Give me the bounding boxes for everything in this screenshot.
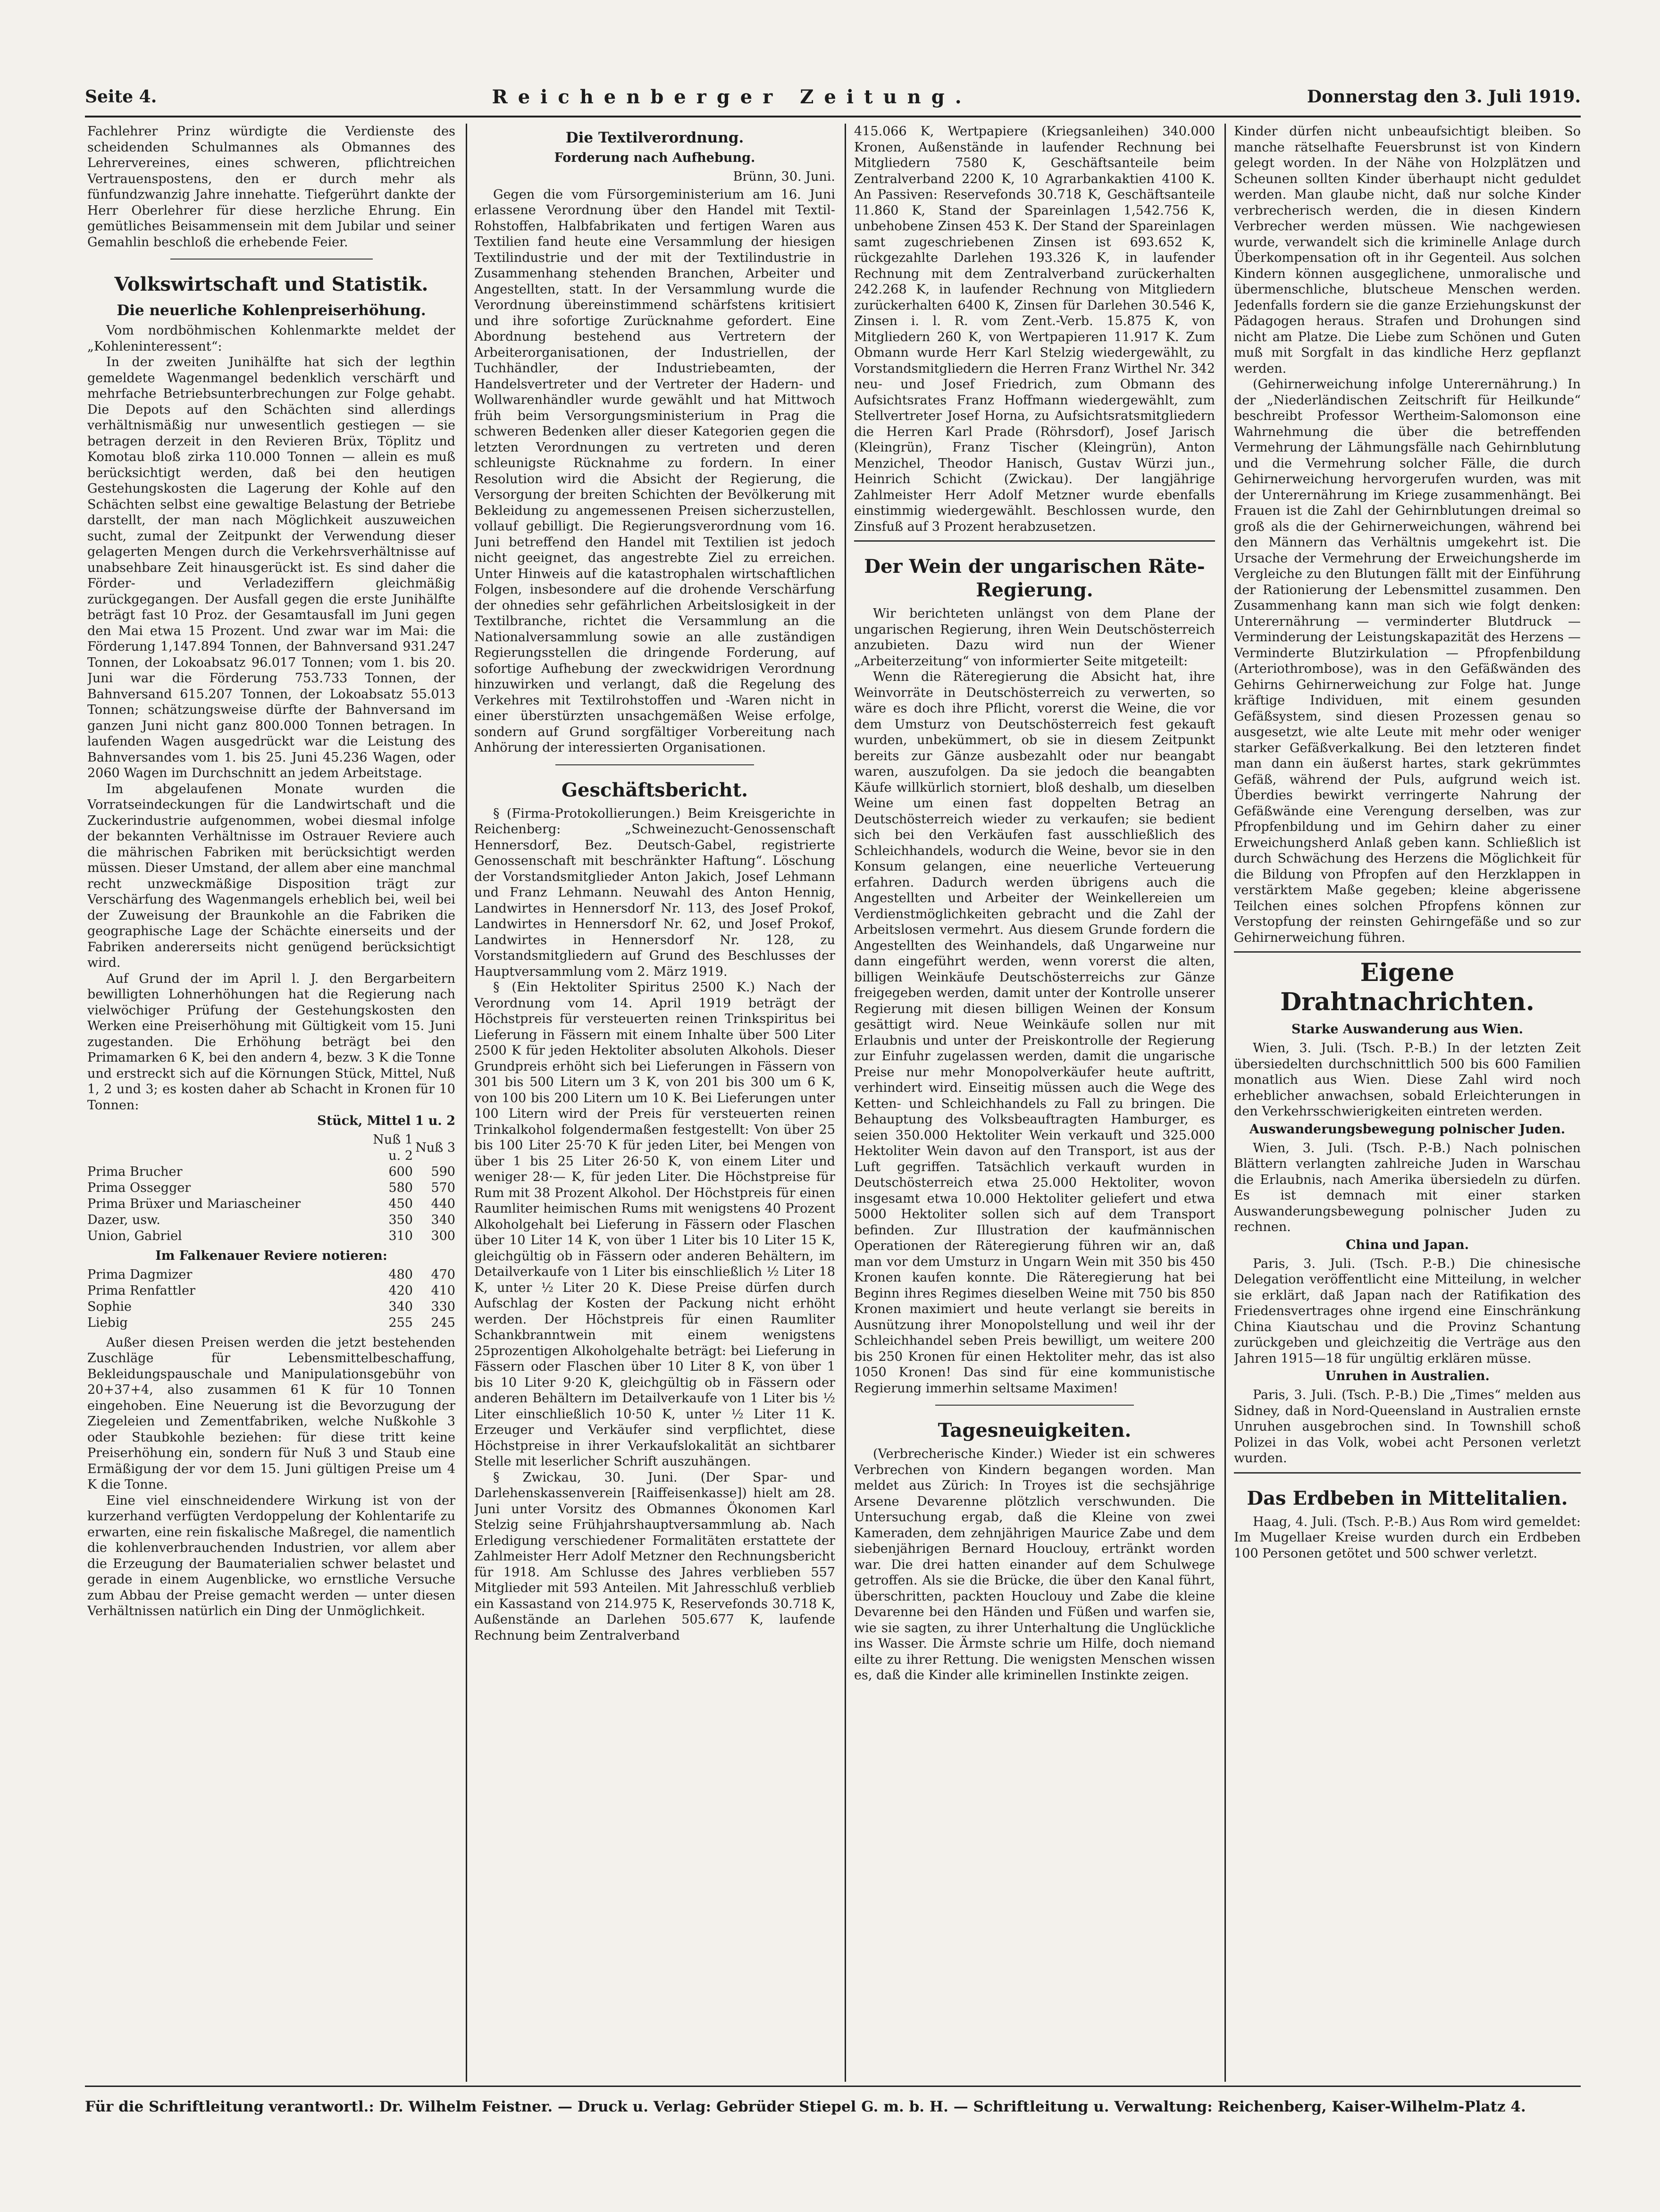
wire-item-3: Paris, 3. Juli. (Tsch. P.-B.) Die chinesische Delegation veröffentlicht eine Mitteilung, in welcher sie erklärt, daß Japan nach der Ratifikation des Friedensvertrages ohne irgend eine Einschränkung China Kiautschau und die Provinz Schantung zurückgeben und gleichzeitig die Verträge aus den Jahren 1915—18 für ungültig erklären müsse. <box>1234 1256 1581 1366</box>
table-col-nuss12: Nuß 1 u. 2 <box>373 1132 413 1163</box>
imprint-footer: Für die Schriftleitung verantwortl.: Dr. Wilhelm Feistner. — Druck u. Verlag: Gebrüder Stiepel G. m. b. H. — Schriftleitung u. Verwaltung: Reichenberg, Kaiser-Wilhelm-Platz 4. <box>85 2098 1526 2115</box>
separator <box>555 764 754 765</box>
separator <box>1234 951 1581 953</box>
table-row: Sophie 340 330 <box>87 1299 455 1314</box>
coal-paragraph-3: Im abgelaufenen Monate wurden die Vorratseindeckungen für die Landwirtschaft und die Zuckerindustrie aufgenommen, wobei diesmal infolge der bekannten Verhältnisse im Ostrauer Reviere auch die mährischen Fabriken mit berücksichtigt werden müssen. Dieser Umstand, der allem aber eine manchmal recht unzweckmäßige Disposition trägt zur Verschärfung des Wagenmangels erheblich bei, weil bei der Zuweisung der Braunkohle an die Fabriken die geographische Lage der Schächte einerseits und der Fabriken andererseits nicht genügend berücksichtigt wird. <box>87 781 455 970</box>
table-row: Prima Ossegger 580 570 <box>87 1180 455 1195</box>
newspaper-title: Reichenberger Zeitung. <box>492 85 972 108</box>
wire-heading-3: China und Japan. <box>1345 1237 1469 1252</box>
masthead-rule <box>85 116 1581 117</box>
news-item-brain: (Gehirnerweichung infolge Unterernährung.) In der „Niederländischen Zeitschrift für Heilkunde“ beschreibt Professor Wertheim-Salomonson eine Wahrnehmung die über die betreffenden Vermehrung der Lähmungsfälle nach Gehirnblutung und die Vermehrung solcher Fälle, die durch Gehirnerweichung hervorgerufen wurden, was mit der Unterernährung im Kriege zusammenhängt. Bei Frauen ist die Zahl der Gehirnblutungen dreimal so groß als die der Gehirnerweichungen, während bei den Männern das Verhältnis umgekehrt ist. Die Ursache der Vermehrung der Erweichungsherde im Vergleiche zu den Blutungen fällt mit der Einführung der Rationierung der Lebensmittel zusammen. Den Zusammenhang kann man sich wie folgt denken: Unterernährung — verminderter Blutdruck — Verminderung der Leistungskapazität des Herzens — Verminderte Blutzirkulation — Pfropfenbildung (Arteriothrombose), was in den Gefäßwänden des Gehirns Gehirnerweichung zur Folge hat. Junge kräftige Individuen, mit einem gesunden Gefäßsystem, sind diesen Prozessen genau so ausgesetzt, wie alte Leute mit mehr oder weniger starker Gefäßverkalkung. Bei den letzteren findet man dann ein äußerst hartes, stark gekrümmtes Gefäß, während der Puls, aufgrund weich ist. Überdies bewirkt verringerte Nahrung der Gefäßwände eine Verengung derselben, was zur Pfropfenbildung und im Gehirn daher zu einer Erweichungsherd Anlaß geben kann. Schließlich ist durch Schwächung des Herzens die Möglichkeit für die Bildung von Pfropfen auf den Herzklappen in verstärktem Maße gegeben; kleine abgerissene Teilchen eines solchen Pfropfens können zur Verstopfung der reinsten Gehirngefäße und so zur Gehirnerweichung führen. <box>1234 377 1581 945</box>
table-row: Prima Brucher 600 590 <box>87 1164 455 1179</box>
issue-date: Donnerstag den 3. Juli 1919. <box>1307 87 1581 107</box>
wire-heading-1: Starke Auswanderung aus Wien. <box>1291 1022 1523 1037</box>
section-heading-daily-news: Tagesneuigkeiten. <box>938 1419 1132 1441</box>
column-3 <box>854 124 1215 2082</box>
masthead <box>85 80 1581 113</box>
article-subtitle-textile: Forderung nach Aufhebung. <box>554 151 755 165</box>
coal-paragraph-1: Vom nordböhmischen Kohlenmarkte meldet der „Kohleninteressent“: <box>87 323 455 354</box>
table-header-row <box>87 1132 455 1164</box>
column-divider-1 <box>466 124 467 2082</box>
column-4 <box>1234 124 1581 2082</box>
section-heading-economy: Volkswirtschaft und Statistik. <box>114 273 428 295</box>
falkenau-heading: Im Falkenauer Reviere notieren: <box>155 1248 387 1263</box>
wire-heading-2: Auswanderungsbewegung polnischer Juden. <box>1249 1122 1566 1137</box>
business-item-1: § (Firma-Protokollierungen.) Beim Kreisgerichte in Reichenberg: „Schweinezucht-Genossenschaft Hennersdorf, Bez. Deutsch-Gabel, registrierte Genossenschaft mit beschränkter Haftung“. Löschung der Vorstandsmitglieder Anton Jakich, Josef Lehmann und Franz Lehmann. Neuwahl des Anton Hennig, Landwirtes in Hennersdorf Nr. 113, des Josef Prokof, Landwirtes in Hennersdorf Nr. 62, und Josef Prokof, Landwirtes in Hennersdorf Nr. 128, zu Vorstandsmitgliedern auf Grund des Beschlusses der Hauptversammlung vom 2. März 1919. <box>474 806 835 979</box>
article-title-textile: Die Textilverordnung. <box>565 129 744 146</box>
column-divider-3 <box>1224 124 1226 2082</box>
table-row: Dazer, usw. 350 340 <box>87 1212 455 1227</box>
footer-rule <box>85 2086 1581 2087</box>
coal-paragraph-4: Auf Grund der im April l. J. den Bergarbeitern bewilligten Lohnerhöhungen hat die Regierung nach vielwöchiger Prüfung der Gestehungskosten den Werken eine Preiserhöhung mit Gültigkeit vom 15. Juni zugestanden. Die Erhöhung beträgt bei den Primamarken 6 K, bei den andern 4, bezw. 3 K die Tonne und erstreckt sich auf die Körnungen Stück, Mittel, Nuß 1, 2 und 3; es kosten daher ab Schacht in Kronen für 10 Tonnen: <box>87 971 455 1113</box>
wine-paragraph-2: Wenn die Räteregierung die Absicht hat, ihre Weinvorräte in Deutschösterreich zu verwerten, so wäre es doch ihre Pflicht, vorerst die Weine, die vor dem Umsturz von Deutschösterreich fest gekauft wurden, unbekümmert, ob sie in diesem Zeitpunkt bereits zur Gänze ausbezahlt oder nur beangabt waren, auszufolgen. Da sie jedoch die beangabten Käufe willkürlich storniert, bloß deshalb, um dieselben Weine um einen fast doppelten Betrag an Deutschösterreich wieder zu verkaufen; sie bedient sich bei den Verkäufen fast ausschließlich des Schleichhandels, wodurch die Weine, bevor sie in den Konsum gelangen, eine neuerliche Verteuerung erfahren. Dadurch werden übrigens auch die Angestellten und Arbeiter der Weinkellereien um Verdienstmöglichkeiten gebracht und die Zahl der Arbeitslosen vermehrt. Aus diesem Grunde fordern die Angestellten des Weinhandels, daß Ungarweine nur dann eingeführt werden, wenn vorerst die alten, billigen Weinkäufe Deutschösterreichs zur Gänze freigegeben werden, damit unter der Kontrolle unserer Regierung mit diesen billigen Weinen der Konsum gesättigt wird. Neue Weinkäufe sollen nur mit Erlaubnis und unter der Preiskontrolle der Regierung zur Einfuhr zugelassen werden, damit die ungarische Preise nur mehr Monopolverkäufer heute auftritt, verhindert wird. Einseitig müssen auch die Wege des Ketten- und Schleichhandels zu Fall zu bringen. Die Behauptung des Volksbeauftragten Hamburger, es seien 350.000 Hektoliter Wein verkauft und 325.000 Hektoliter Wein davon auf den Transport, ist aus der Luft gegriffen. Tatsächlich verkauft wurden in Deutschösterreich etwa 25.000 Hektoliter, wovon insgesamt etwa 10.000 Hektoliter geliefert und etwa 5000 Hektoliter sollen sich auf dem Transport befinden. Zur Illustration der kaufmännischen Operationen der Räteregierung führen wir an, daß man vor dem Umsturz in Ungarn Wein mit 350 bis 450 Kronen kaufen konnte. Die Räteregierung hat bei Beginn ihres Regimes dieselben Weine mit 750 bis 850 Kronen maximiert und heute verlangt sie bereits in Ausnützung ihrer Monopolstellung und weil ihr der Schleichhandel seben Preis bewilligt, um weitere 200 bis 250 Kronen für einen Hektoliter mehr, das ist also 1050 Kronen! Das sind für eine kommunistische Regierung immerhin seltsame Maximen! <box>854 670 1215 1396</box>
wire-heading-4: Unruhen in Australien. <box>1325 1369 1490 1383</box>
section-heading-wire-news: Eigene Drahtnachrichten. <box>1280 958 1534 1016</box>
price-table-1 <box>87 1132 455 1244</box>
business-item-2: § (Ein Hektoliter Spiritus 2500 K.) Nach der Verordnung vom 14. April 1919 beträgt der Höchstpreis für versteuerten reinen Trinkspiritus bei Lieferung in Fässern mit einem Inhalte über 500 Liter 2500 K für jeden Hektoliter absoluten Alkohols. Dieser Grundpreis erhöht sich bei Lieferungen in Fässern von 301 bis 500 Litern um 3 K, von 201 bis 300 um 6 K, von 100 bis 200 Litern um 10 K. Bei Lieferungen unter 100 Litern wird der Preis für versteuerten reinen Trinkalkohol folgendermaßen festgestellt: Von über 25 bis 100 Liter 25·70 K für jeden Liter, bei Mengen von über 1 bis 25 Liter 26·50 K, von einem Liter und weniger 28·— K, für jeden Liter. Die Höchstpreise für Rum mit 38 Prozent Alkohol. Der Höchstpreis für einen Raumliter heimischen Rums mit wenigstens 40 Prozent Alkoholgehalt bei Lieferung in Fässern oder Flaschen über 10 Liter 14 K, von über 1 Liter bis 10 Liter 15 K, gleichgültig ob in Fässern oder anderen Behältern, im Detailverkaufe von 1 Liter bis einschließlich ½ Liter 18 K, unter ½ Liter 20 K. Diese Preise dürfen durch Aufschlag der Kosten der Packung nicht erhöht werden. Der Höchstpreis für einen Raumliter Schankbranntwein mit einem wenigstens 25prozentigen Alkoholgehalte beträgt: bei Lieferung in Fässern oder Flaschen über 10 Liter 8 K, von über 1 bis 10 Liter 9·20 K, gleichgültig ob in Fässern oder anderen Behältern im Detailverkaufe von 1 Liter bis ½ Liter einschließlich 10·50 K, unter ½ Liter 11 K. Erzeuger und Verkäufer sind verpflichtet, diese Höchstpreise in ihrer Verkaufslokalität an sichtbarer Stelle mit leserlicher Schrift auszuhängen. <box>474 980 835 1469</box>
wire-item-1: Wien, 3. Juli. (Tsch. P.-B.) In der letzten Zeit übersiedelten durchschnittlich 500 bis 600 Familien monatlich aus Wien. Diese Zahl wird noch erheblicher anwachsen, sobald Erleichterungen in den Verkehrsschwierigkeiten eintreten werden. <box>1234 1041 1581 1119</box>
coal-paragraph-6: Eine viel einschneidendere Wirkung ist von der kurzerhand verfügten Verdoppelung der Kohlentarife zu erwarten, eine rein fiskalische Maßregel, die namentlich die kohlenverbrauchenden Industrien, vor allem aber die Erzeugung der Baumaterialien schwer belastet und gerade in einem Augenblicke, wo ernstliche Versuche zum Abbau der Preise gemacht werden — unter diesen Verhältnissen natürlich ein Ding der Unmöglichkeit. <box>87 1493 455 1618</box>
section-heading-business: Geschäftsbericht. <box>561 779 748 801</box>
table-row: Prima Renfattler 420 410 <box>87 1283 455 1298</box>
coal-paragraph-2: In der zweiten Junihälfte hat sich der legthin gemeldete Wagenmangel bedenklich verschärft und mehrfache Betriebsunterbrechungen zur Folge gehabt. Die Depots auf den Schächten sind allerdings verhältnismäßig nur unwesentlich gestiegen — sie betragen derzeit in den Revieren Brüx, Töplitz und Komotau bloß zirka 110.000 Tonnen — allein es muß berücksichtigt werden, daß bei den heutigen Gestehungskosten die Lagerung der Kohle auf den Schächten selbst eine gewaltige Belastung der Betriebe darstellt, der man nach Möglichkeit auszuweichen sucht, zumal der Zeitpunkt der Verwendung dieser gelagerten Mengen durch die Verkehrsverhältnisse auf unabsehbare Zeit hinausgerückt ist. Es sind daher die Förder- und Verladeziffern gleichmäßig zurückgegangen. Der Ausfall gegen die erste Junihälfte beträgt fast 10 Proz. der Gesamtausfall im Juni gegen den Mai etwa 15 Prozent. Und zwar war im Mai: die Förderung 1,147.894 Tonnen, der Bahnversand 931.247 Tonnen, der Lokoabsatz 96.017 Tonnen; vom 1. bis 20. Juni war die Förderung 753.733 Tonnen, der Bahnversand 615.207 Tonnen, der Lokoabsatz 55.013 Tonnen; schätzungsweise dürfte der Bahnversand im ganzen Juni nicht ganz 800.000 Tonnen betragen. In laufenden Wagen ausgedrückt war die Leistung des Bahnversandes vom 1. bis 25. Juni 45.236 Wagen, oder 2060 Wagen im Durchschnitt an jedem Arbeitstage. <box>87 355 455 780</box>
table-row: Prima Brüxer und Mariascheiner 450 440 <box>87 1196 455 1211</box>
separator <box>935 1405 1134 1406</box>
column-divider-2 <box>845 124 846 2082</box>
price-table-2 <box>87 1267 455 1331</box>
wine-paragraph-1: Wir berichteten unlängst von dem Plane der ungarischen Regierung, ihren Wein Deutschösterreich anzubieten. Dazu wird nun der Wiener „Arbeiterzeitung“ von informierter Seite mitgeteilt: <box>854 606 1215 669</box>
article-title-earthquake: Das Erdbeben in Mittelitalien. <box>1247 1487 1568 1509</box>
table-row: Liebig 255 245 <box>87 1315 455 1330</box>
table-row: Prima Dagmizer 480 470 <box>87 1267 455 1282</box>
separator <box>1234 1472 1581 1474</box>
price-table-heading: Stück, Mittel 1 u. 2 <box>317 1114 455 1128</box>
separator <box>170 259 373 260</box>
news-item-children-continued: Kinder dürfen nicht unbeaufsichtigt bleiben. So manche rätselhafte Feuersbrunst ist von Kindern gelegt worden. In der Nähe von Holzplätzen und Scheunen sollten Kinder überhaupt nicht geduldet werden. Man glaube nicht, daß nur solche Kinder verbrecherisch werden, die in diesen Kindern Verbrecher werden müssen. Wie nachgewiesen wurde, verwandelt sich die kriminelle Anlage durch Überkompensation oft in ihr Gegenteil. Aus solchen Kindern können ausgeglichene, unmoralische und übermenschliche, blutscheue Menschen werden. Jedenfalls fordern sie die ganze Erziehungskunst der Pädagogen heraus. Strafen und Drohungen sind nicht am Platze. Die Liebe zum Schönen und Guten muß mit Sorgfalt in das kindliche Herz gepflanzt werden. <box>1234 124 1581 376</box>
wire-item-4: Paris, 3. Juli. (Tsch. P.-B.) Die „Times“ melden aus Sidney, daß in Nord-Queensland in Australien ernste Unruhen ausgebrochen sind. In Townshill schoß Polizei in das Volk, wobei acht Personen verletzt wurden. <box>1234 1388 1581 1466</box>
news-item-children: (Verbrecherische Kinder.) Wieder ist ein schweres Verbrechen von Kindern begangen worden. Man meldet aus Zürich: In Troyes ist die sechsjährige Arsene Devarenne plötzlich verschwunden. Die Untersuchung ergab, daß die Kleine von zwei Kameraden, dem zehnjährigen Maurice Zabe und dem siebenjährigen Bernard Houclouy, ertränkt worden war. Die drei hatten einander auf dem Schulwege getroffen. Als sie die Brücke, die über den Kanal führt, überschritten, packten Houclouy und Zabe die kleine Devarenne bei den Händen und Füßen und warfen sie, wie sie sagten, zu ihrer Unterhaltung die Unglückliche ins Wasser. Die Ärmste schrie um Hilfe, doch niemand eilte zu ihrer Rettung. Die wenigsten Menschen wissen es, daß die Kinder alle kriminellen Instinkte zeigen. <box>854 1447 1215 1683</box>
col1-intro: Fachlehrer Prinz würdigte die Verdienste des scheidenden Schulmannes als Obmannes des Lehrervereines, eines schweren, pflichtreichen Vertrauenspostens, den er durch mehr als fünfundzwanzig Jahre innehatte. Tiefgerührt dankte der Herr Oberlehrer für diese herzliche Ehrung. Ein gemütliches Beisammensein mit dem Jubilar und seiner Gemahlin beschloß die erhebende Feier. <box>87 124 455 250</box>
business-item-3: § Zwickau, 30. Juni. (Der Spar- und Darlehenskassenverein [Raiffeisenkasse]) hielt am 28. Juni unter Vorsitz des Obmannes Ökonomen Karl Stelzig seine Frühjahrshauptversammlung ab. Nach Erledigung verschiedener Formalitäten erstattete der Zahlmeister Herr Adolf Metzner den Rechnungsbericht für 1918. Am Schlusse des Jahres verblieben 557 Mitglieder mit 593 Anteilen. Mit Jahresschluß verblieb ein Kassastand von 214.975 K, Reservefonds 30.718 K, Außenstände an Darlehen 505.677 K, laufende Rechnung beim Zentralverband <box>474 1470 835 1643</box>
column-1 <box>87 124 455 2082</box>
coal-paragraph-5: Außer diesen Preisen werden die jetzt bestehenden Zuschläge für Lebensmittelbeschaffung, Bekleidungspauschale und Manipulationsgebühr von 20+37+4, also zusammen 61 K für 10 Tonnen eingehoben. Eine Neuerung ist die Bevorzugung der Ziegeleien und Zementfabriken, welche Nußkohle 3 oder Staubkohle beziehen: für diese tritt keine Preiserhöhung ein, sondern für Nuß 3 und Staub eine Ermäßigung der vor dem 15. Juni gültigen Preise um 4 K die Tonne. <box>87 1335 455 1492</box>
wire-item-5: Haag, 4. Juli. (Tsch. P.-B.) Aus Rom wird gemeldet: Im Mugellaer Kreise wurden durch ein Erdbeben 100 Personen getötet und 500 schwer verletzt. <box>1234 1514 1581 1561</box>
column-2 <box>474 124 835 2082</box>
dateline-bruenn: Brünn, 30. Juni. <box>733 169 835 184</box>
table-col-nuss3: Nuß 3 <box>415 1140 455 1155</box>
textile-paragraph: Gegen die vom Fürsorgeministerium am 16. Juni erlassene Verordnung über den Handel mit Textil-Rohstoffen, Halbfabrikaten und fertigen Waren aus Textilien fand heute eine Versammlung der hiesigen Textilindustrie und der mit der Textilindustrie in Zusammenhang stehenden Branchen, Arbeiter und Angestellten, statt. In der Versammlung wurde die Verordnung übereinstimmend schärfstens kritisiert und ihre sofortige Zurücknahme gefordert. Eine Abordnung bestehend aus Vertretern der Arbeiterorganisationen, der Industriellen, der Tuchhändler, der Industriebeamten, der Handelsvertreter und der Vertreter der Hadern- und Wollwarenhändler wurde gewählt und hat Mittwoch früh beim Versorgungsministerium in Prag die schweren Bedenken aller dieser Kategorien gegen die letzten Verordnungen zu vertreten und deren schleunigste Rücknahme zu fordern. In einer Resolution wird die Absicht der Regierung, die Versorgung der breiten Schichten der Bevölkerung mit Bekleidung zu angemessenen Preisen sicherzustellen, vollauf gebilligt. Die Regierungsverordnung vom 16. Juni betreffend den Handel mit Textilien ist jedoch nicht geeignet, das angestrebte Ziel zu erreichen. Unter Hinweis auf die katastrophalen wirtschaftlichen Folgen, insbesondere auf die drohende Verschärfung der ohnedies sehr gefährlichen Arbeitslosigkeit in der Textilbranche, richtet die Versammlung an die Nationalversammlung sowie an alle zuständigen Regierungsstellen die dringende Forderung, auf sofortige Aufhebung der zweckwidrigen Verordnung hinzuwirken und verlangt, daß die Regelung des Verkehres mit Textilrohstoffen und -Waren nicht in einer überstürzten unsachgemäßen Weise erfolge, sondern auf Grund sorgfältiger Vorbereitung nach Anhörung der interessierten Organisationen. <box>474 187 835 755</box>
table-row: Union, Gabriel 310 300 <box>87 1228 455 1243</box>
business-item-3-continued: 415.066 K, Wertpapiere (Kriegsanleihen) 340.000 Kronen, Außenstände in laufender Rechnung bei Mitgliedern 7580 K, Geschäftsanteile beim Zentralverband 2200 K, 10 Agrarbankaktien 4100 K. An Passiven: Reservefonds 30.718 K, Geschäftsanteile 11.860 K, Stand der Spareinlagen 1,542.756 K, unbehobene Zinsen 453 K. Der Stand der Spareinlagen samt zugeschriebenen Zinsen ist 693.652 K, rückgezahlte Darlehen 193.326 K, in laufender Rechnung mit dem Zentralverband zurückerhalten 242.268 K, in laufender Rechnung von Mitgliedern zurückerhalten 6400 K, Zinsen für Darlehen 30.546 K, Zinsen i. l. R. vom Zent.-Verb. 15.875 K, von Mitgliedern 260 K, von Wertpapieren 11.917 K. Zum Obmann wurde Herr Karl Stelzig wiedergewählt, zu Vorstandsmitgliedern die Herren Franz Wirthel Nr. 342 neu- und Josef Friedrich, zum Obmann des Aufsichtsrates Franz Hoffmann wiedergewählt, zum Stellvertreter Josef Horna, zu Aufsichtsratsmitgliedern die Herren Karl Prade (Röhrsdorf), Josef Jarisch (Kleingrün), Franz Tischer (Kleingrün), Anton Menzichel, Theodor Hanisch, Gustav Würzi jun., Heinrich Schicht (Zwickau). Der langjährige Zahlmeister Herr Adolf Metzner wurde ebenfalls einstimmig wiedergewählt. Beschlossen wurde, den Zinsfuß auf 3 Prozent herabzusetzen. <box>854 124 1215 534</box>
wire-item-2: Wien, 3. Juli. (Tsch. P.-B.) Nach polnischen Blättern verlangten zahlreiche Juden in Warschau die Erlaubnis, nach Amerika übersiedeln zu dürfen. Es ist demnach mit einer starken Auswanderungsbewegung polnischer Juden zu rechnen. <box>1234 1140 1581 1234</box>
separator <box>854 540 1215 542</box>
article-title-coal: Die neuerliche Kohlenpreiserhöhung. <box>117 302 426 319</box>
article-title-wine: Der Wein der ungarischen Räte-Regierung. <box>864 555 1205 601</box>
page-number: Seite 4. <box>85 87 157 107</box>
